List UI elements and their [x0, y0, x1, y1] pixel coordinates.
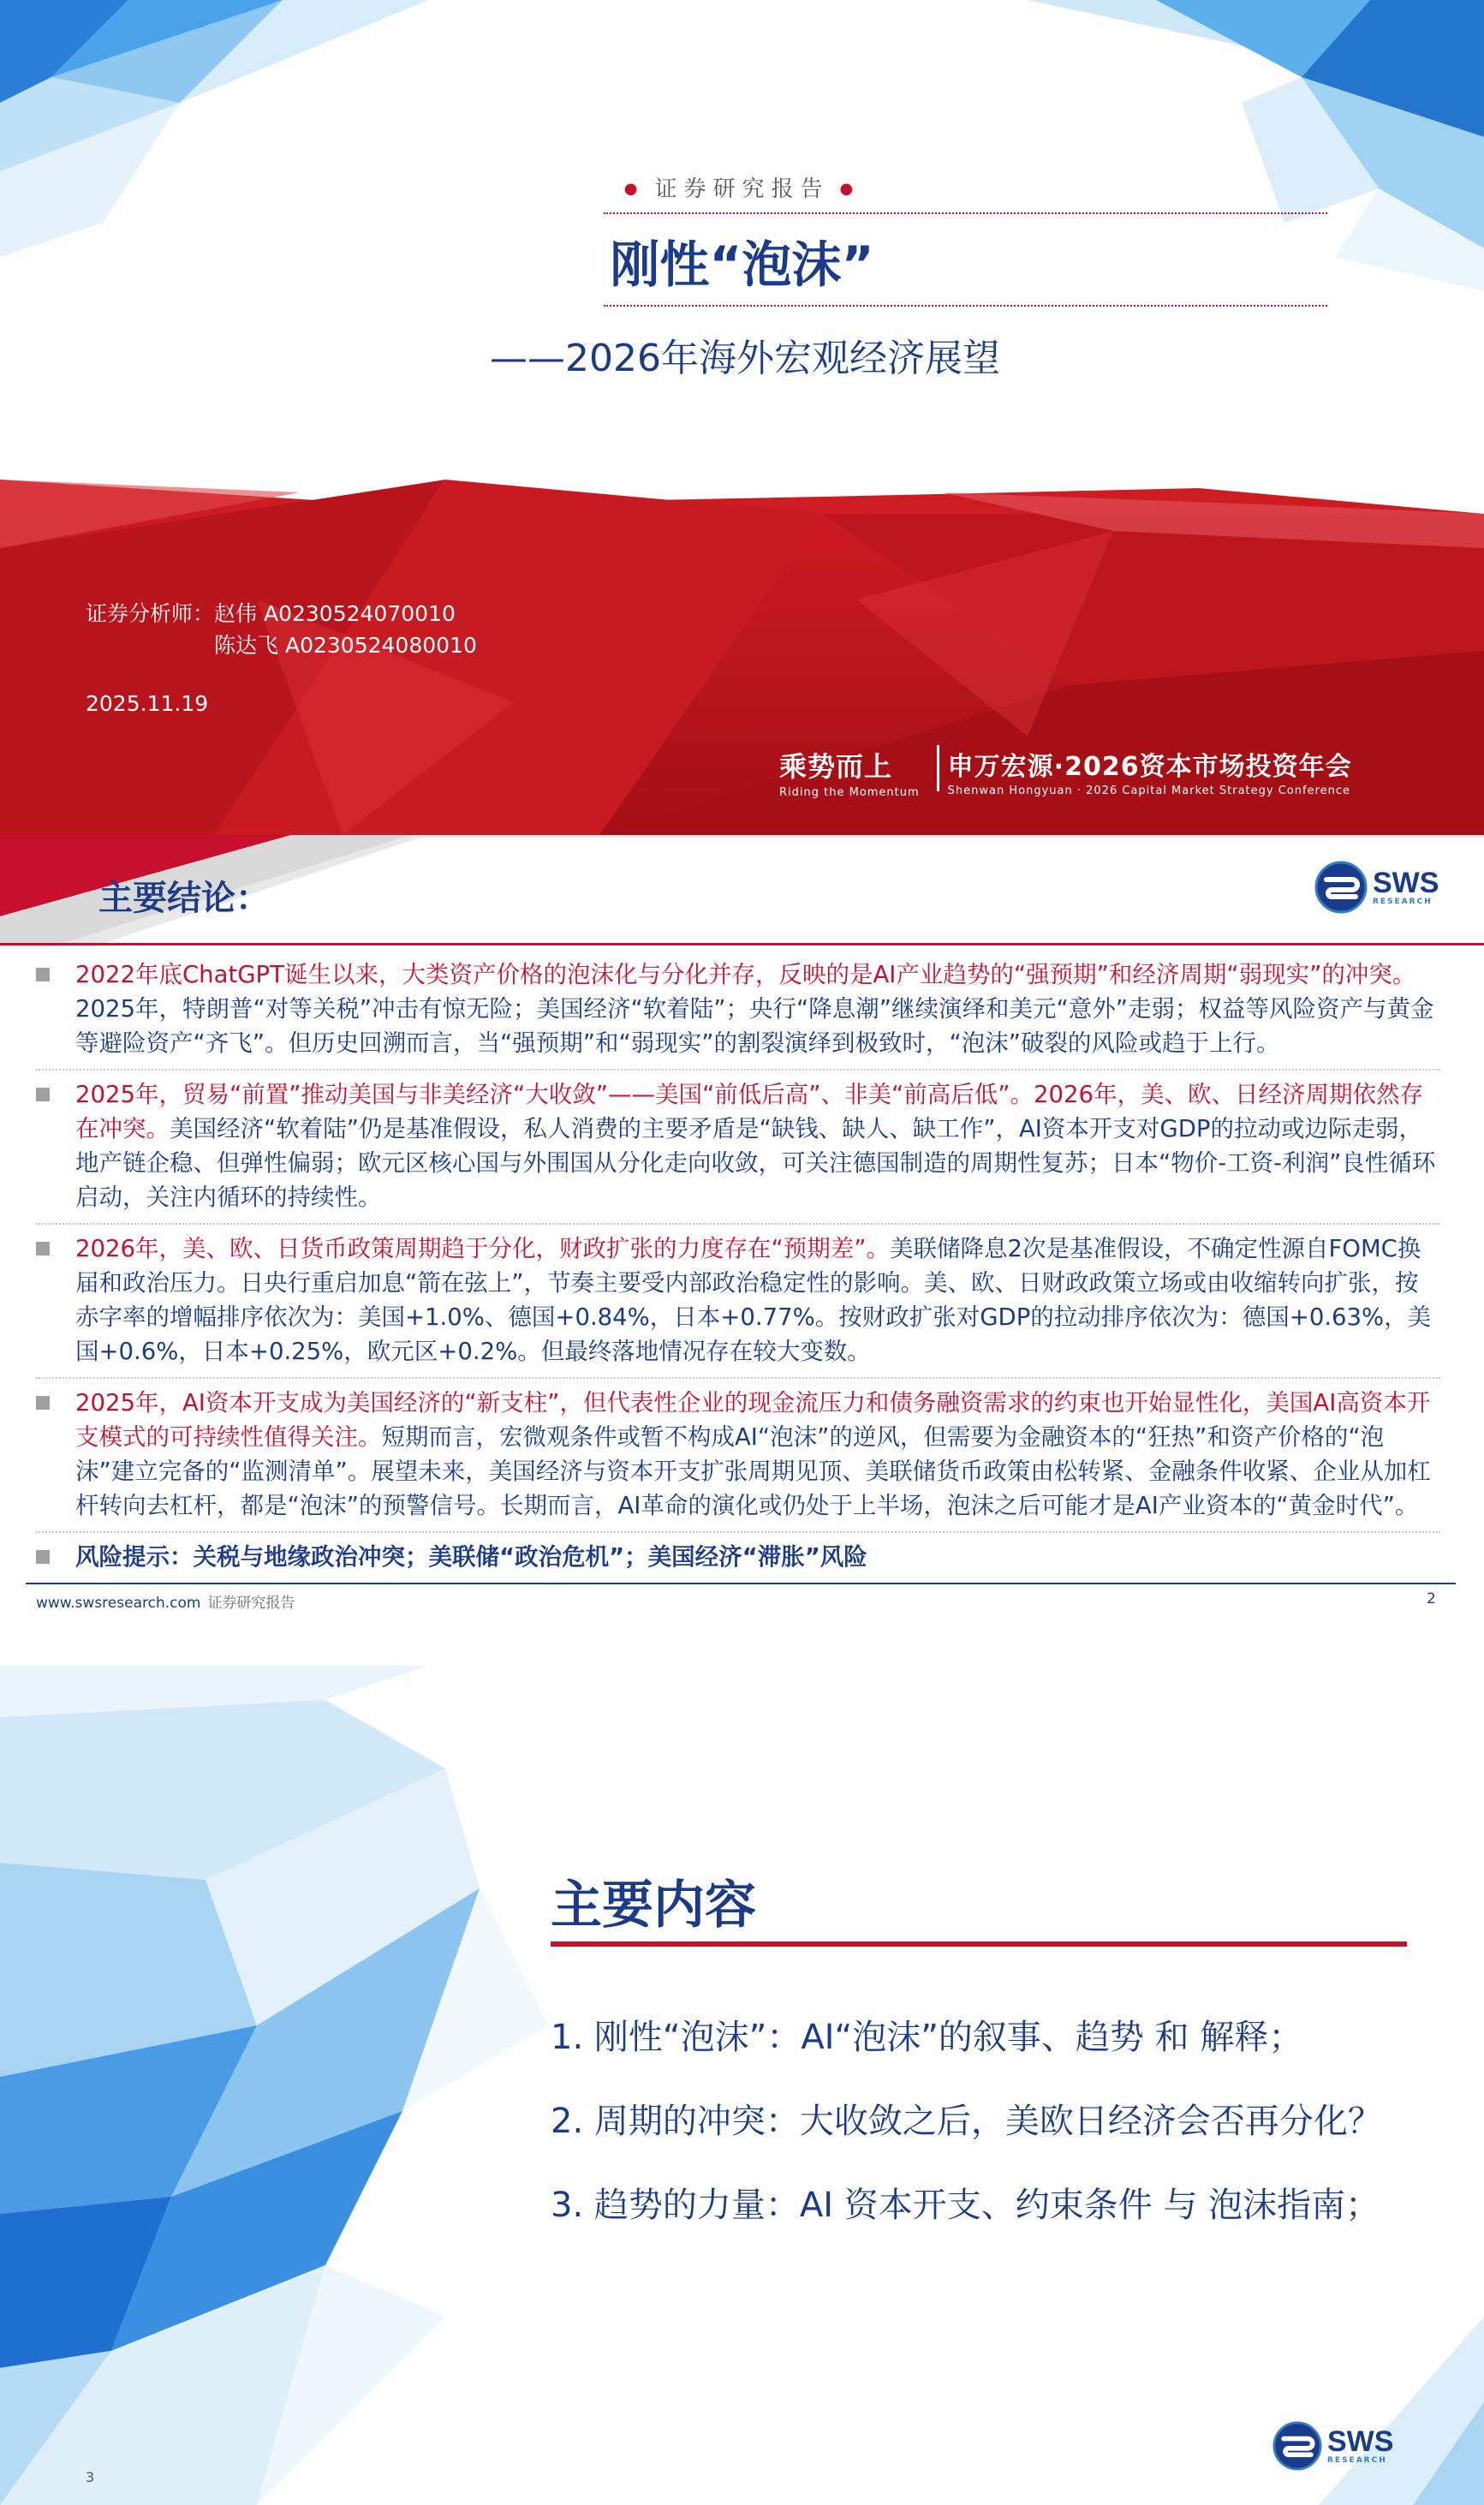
title-divider-bottom: [604, 305, 1327, 307]
conference-slogan-en: Riding the Momentum: [779, 786, 920, 799]
footer-divider: [26, 1583, 1456, 1584]
sws-logo-icon: [1314, 861, 1368, 914]
bullet-square-icon: [36, 1396, 50, 1410]
conclusion-4-highlight: 2025年，AI资本开支成为美国经济的“新支柱”，但代表性企业的现金流压力和债务融资需求的约束也开始显性化，美国AI高资本开支模式的可持续性值得关注。: [75, 1389, 1431, 1451]
analyst-1-name: 赵伟: [214, 601, 258, 626]
cover-background-graphic: [0, 0, 1484, 835]
conference-logo: [779, 745, 1352, 799]
contents-background-graphic: [0, 1666, 1484, 2505]
contents-item-2[interactable]: 2. 周期的冲突：大收敛之后，美欧日经济会否再分化？: [551, 2102, 1382, 2141]
sws-logo: [1314, 861, 1439, 914]
conference-logo-divider: [937, 745, 939, 791]
title-divider-top: [604, 212, 1327, 214]
cover-title: 刚性“泡沫”: [610, 236, 874, 294]
bullet-square-icon: [36, 1242, 50, 1255]
analyst-label: 证券分析师：: [86, 601, 215, 626]
conference-org-cn: 申万宏源·2026资本市场投资年会: [947, 752, 1352, 782]
sws-logo-text: SWS: [1373, 867, 1439, 899]
contents-title-underline: [551, 1941, 1407, 1947]
conclusion-2-body: 美国经济“软着陆”仍是基准假设，私人消费的主要矛盾是“缺钱、缺人、缺工作”，AI资本开支对GDP的拉动或边际走弱，地产链企稳、但弹性偏弱；欧元区核心国与外围国从分化走向收敛，可关注德国制造的周期性复苏；日本“物价-工资-利润”良性循环启动，关注内循环的持续性。: [75, 1115, 1436, 1211]
conclusion-1-body: 2025年，特朗普“对等关税”冲击有惊无险；美国经济“软着陆”；央行“降息潮”继续演绎和美元“意外”走弱；权益等风险资产与黄金等避险资产“齐飞”。但历史回溯而言，当“强预期”和“弱现实”的割裂演绎到极致时，“泡沫”破裂的风险或趋于上行。: [75, 995, 1434, 1057]
sws-logo-icon: [1272, 2421, 1322, 2471]
report-type-label: ● 证券研究报告 ●: [623, 176, 861, 202]
conclusion-2-highlight: 2025年，贸易“前置”推动美国与非美经济“大收敛”——美国“前低后高”、非美“前高后低”。2026年，美、欧、日经济周期依然存在冲突。: [75, 1081, 1423, 1142]
conclusion-3-highlight: 2026年，美、欧、日货币政策周期趋于分化，财政扩张的力度存在“预期差”。: [75, 1235, 890, 1262]
conclusions-list: [36, 957, 1440, 1589]
conclusion-item-3: [36, 1232, 1440, 1379]
conclusions-heading: 主要结论：: [98, 879, 270, 918]
contents-title: 主要内容: [551, 1876, 756, 1935]
risk-warning: [36, 1540, 1440, 1583]
sws-logo-subtext: RESEARCH: [1373, 898, 1433, 906]
conference-org-en: Shenwan Hongyuan · 2026 Capital Market Strategy Conference: [947, 784, 1350, 797]
bullet-square-icon: [36, 1550, 50, 1564]
contents-page: [0, 1666, 1484, 2505]
conclusion-item-4: [36, 1386, 1440, 1533]
contents-item-3[interactable]: 3. 趋势的力量：AI 资本开支、约束条件 与 泡沫指南；: [551, 2186, 1380, 2225]
footer-label: 证券研究报告: [207, 1595, 295, 1612]
conclusion-4-body: 短期而言，宏微观条件或暂不构成AI“泡沫”的逆风，但需要为金融资本的“狂热”和资产价格的“泡沫”建立完备的“监测清单”。展望未来，美国经济与资本开支扩张周期见顶、美联储货币政策由松转紧、金融条件收紧、企业从加杠杆转向去杠杆，都是“泡沫”的预警信号。长期而言，AI革命的演化或仍处于上半场，泡沫之后可能才是AI产业资本的“黄金时代”。: [75, 1423, 1431, 1519]
cover-page: [0, 0, 1484, 835]
contents-item-1[interactable]: 1. 刚性“泡沫”：AI“泡沫”的叙事、趋势 和 解释；: [551, 2018, 1303, 2057]
bullet-square-icon: [36, 968, 50, 981]
page-number: 3: [86, 2469, 95, 2485]
analyst-2: [214, 629, 477, 659]
report-date: 2025.11.19: [86, 691, 209, 716]
page-number: 2: [1427, 1590, 1436, 1607]
conclusions-page: [0, 835, 1484, 1666]
conclusion-1-highlight: 2022年底ChatGPT诞生以来，大类资产价格的泡沫化与分化并存，反映的是AI产业趋势的“强预期”和经济周期“弱现实”的冲突。: [75, 961, 1416, 988]
conclusion-item-1: [36, 957, 1440, 1071]
analyst-1: [214, 597, 456, 628]
conclusion-item-2: [36, 1077, 1440, 1225]
sws-logo-text: SWS: [1327, 2425, 1394, 2458]
bullet-square-icon: [36, 1088, 50, 1101]
page-footer: [36, 1590, 295, 1612]
analyst-2-id: A0230524080010: [284, 633, 477, 658]
cover-subtitle: ——2026年海外宏观经济展望: [490, 337, 1000, 380]
analyst-2-name: 陈达飞: [214, 633, 279, 658]
conference-slogan-cn: 乘势而上: [779, 750, 893, 783]
footer-url-link[interactable]: www.swsresearch.com: [36, 1595, 201, 1612]
analyst-1-id: A0230524070010: [263, 601, 456, 626]
sws-logo: [1272, 2421, 1393, 2471]
conclusion-3-body: 美联储降息2次是基准假设，不确定性源自FOMC换届和政治压力。日央行重启加息“箭在弦上”，节奏主要受内部政治稳定性的影响。美、欧、日财政政策立场或由收缩转向扩张，按赤字率的增幅排序依次为：美国+1.0%、德国+0.84%，日本+0.77%。按财政扩张对GDP的拉动排序依次为：德国+0.63%，美国+0.6%，日本+0.25%，欧元区+0.2%。但最终落地情况存在较大变数。: [75, 1235, 1432, 1365]
sws-logo-subtext: RESEARCH: [1327, 2456, 1387, 2465]
risk-warning-text: 风险提示：关税与地缘政治冲突；美联储“政治危机”；美国经济“滞胀”风险: [75, 1543, 867, 1571]
